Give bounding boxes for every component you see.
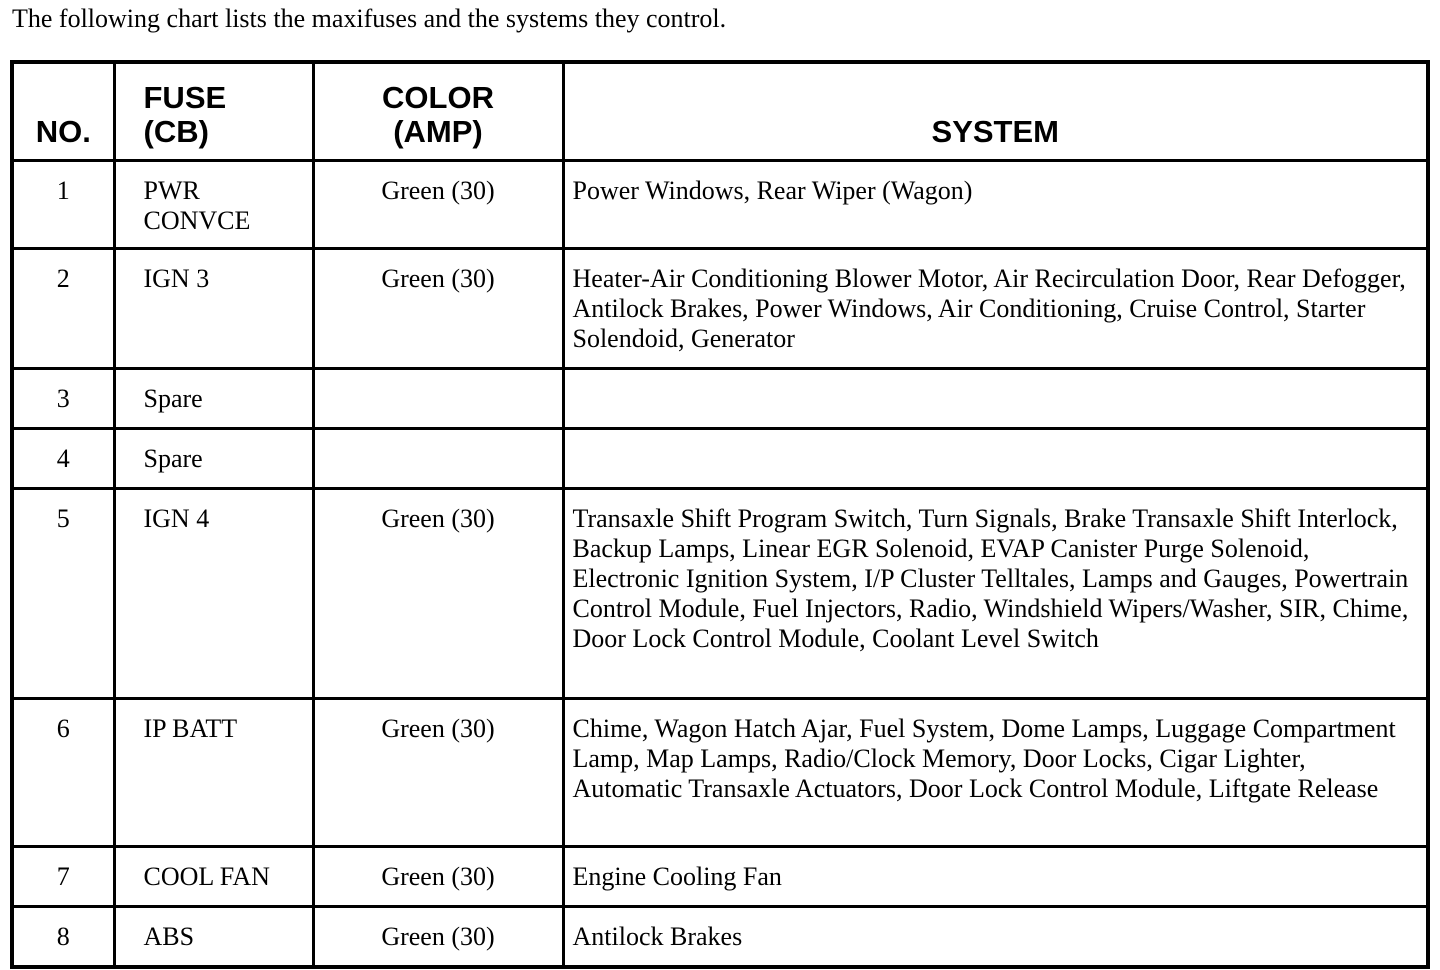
table-row: [12, 429, 1428, 489]
table-row: [12, 847, 1428, 907]
cell-system: Chime, Wagon Hatch Ajar, Fuel System, Dome Lamps, Luggage Compartment Lamp, Map Lamps, Radio/Clock Memory, Door Locks, Cigar Lighter, Automatic Transaxle Actuators, Door Lock Control Module, Liftgate Release: [563, 699, 1428, 847]
cell-system: Power Windows, Rear Wiper (Wagon): [563, 161, 1428, 249]
cell-system: Heater-Air Conditioning Blower Motor, Air Recirculation Door, Rear Defogger, Antilock Brakes, Power Windows, Air Conditioning, Cruise Control, Starter Solendoid, Generator: [563, 249, 1428, 369]
cell-fuse: Spare: [114, 429, 313, 489]
cell-color: Green (30): [313, 847, 563, 907]
table-row: [12, 161, 1428, 249]
table-body: [12, 161, 1428, 967]
cell-color: Green (30): [313, 249, 563, 369]
cell-fuse: COOL FAN: [114, 847, 313, 907]
cell-fuse: ABS: [114, 907, 313, 967]
cell-fuse: IGN 4: [114, 489, 313, 699]
header-no: NO.: [12, 62, 114, 161]
cell-color: [313, 429, 563, 489]
cell-fuse: IP BATT: [114, 699, 313, 847]
table-row: [12, 249, 1428, 369]
header-row: [12, 62, 1428, 161]
cell-no: 3: [12, 369, 114, 429]
cell-system: Engine Cooling Fan: [563, 847, 1428, 907]
table-row: [12, 699, 1428, 847]
cell-system: [563, 429, 1428, 489]
cell-color: Green (30): [313, 907, 563, 967]
maxifuse-table: [10, 60, 1430, 969]
cell-system: Transaxle Shift Program Switch, Turn Signals, Brake Transaxle Shift Interlock, Backup Lamps, Linear EGR Solenoid, EVAP Canister Purge Solenoid, Electronic Ignition System, I/P Cluster Telltales, Lamps and Gauges, Powertrain Control Module, Fuel Injectors, Radio, Windshield Wipers/Washer, SIR, Chime, Door Lock Control Module, Coolant Level Switch: [563, 489, 1428, 699]
header-color: [313, 62, 563, 161]
table-header: [12, 62, 1428, 161]
header-fuse-line2: (CB): [143, 114, 209, 149]
cell-color: Green (30): [313, 489, 563, 699]
cell-no: 4: [12, 429, 114, 489]
cell-system: Antilock Brakes: [563, 907, 1428, 967]
cell-no: 6: [12, 699, 114, 847]
header-color-line2: (AMP): [393, 114, 483, 149]
cell-fuse: Spare: [114, 369, 313, 429]
cell-color: [313, 369, 563, 429]
cell-no: 7: [12, 847, 114, 907]
cell-system: [563, 369, 1428, 429]
intro-text: The following chart lists the maxifuses and the systems they control.: [12, 4, 727, 33]
cell-no: 1: [12, 161, 114, 249]
header-fuse: [114, 62, 313, 161]
cell-no: 5: [12, 489, 114, 699]
header-fuse-line1: FUSE: [143, 80, 227, 115]
cell-fuse: IGN 3: [114, 249, 313, 369]
header-system: SYSTEM: [563, 62, 1428, 161]
cell-color: Green (30): [313, 161, 563, 249]
cell-fuse: PWR CONVCE: [114, 161, 313, 249]
cell-color: Green (30): [313, 699, 563, 847]
table-row: [12, 369, 1428, 429]
cell-no: 2: [12, 249, 114, 369]
cell-no: 8: [12, 907, 114, 967]
table-row: [12, 907, 1428, 967]
table-row: [12, 489, 1428, 699]
header-color-line1: COLOR: [382, 80, 494, 115]
